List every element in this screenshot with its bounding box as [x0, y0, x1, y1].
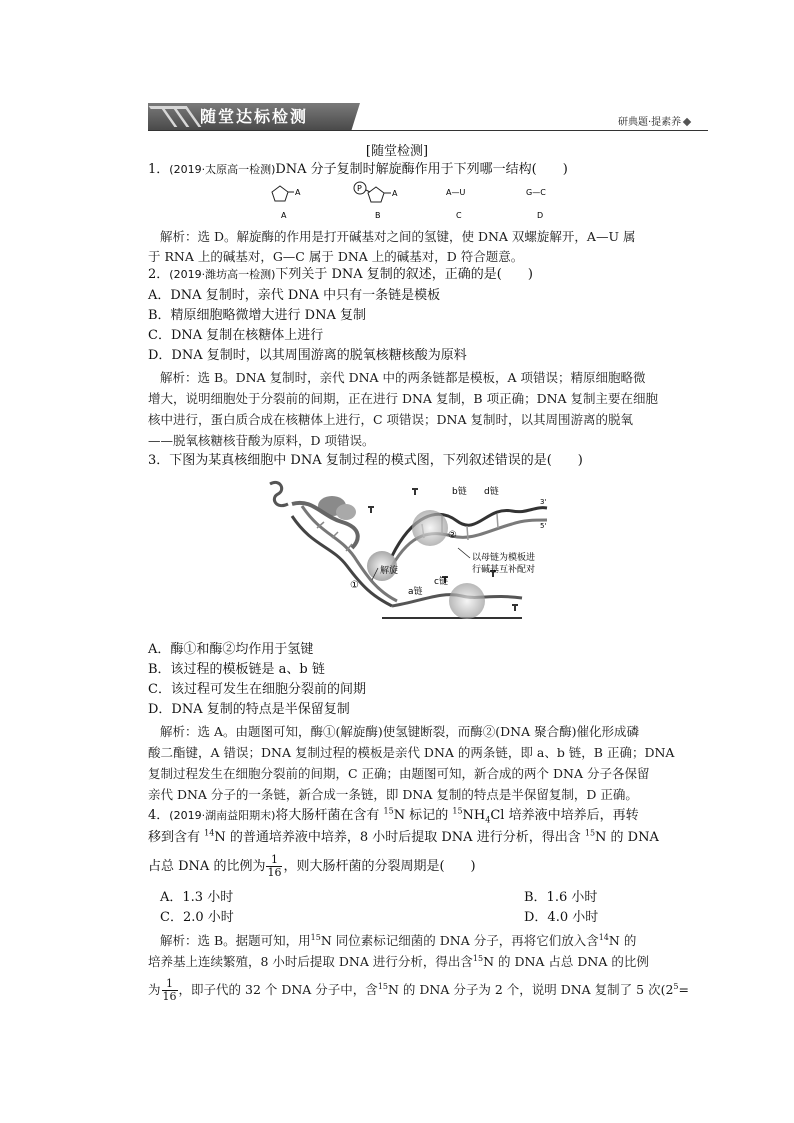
- structure-a: [272, 186, 301, 201]
- q2-option-c: C．DNA 复制在核糖体上进行: [148, 328, 324, 343]
- q2-option-b: B．精原细胞略微增大进行 DNA 复制: [148, 308, 367, 323]
- structure-c: A—U: [446, 188, 466, 197]
- q4-option-a: A．1.3 小时: [160, 890, 234, 905]
- q3-explanation-line: 复制过程发生在细胞分裂前的间期，C 正确；由题图可知，新合成的两个 DNA 分子各保留: [148, 766, 650, 781]
- structure-d: G—C: [526, 188, 546, 197]
- label-b-chain: b链: [452, 487, 467, 497]
- q2-option-a: A．DNA 复制时，亲代 DNA 中只有一条链是模板: [148, 288, 441, 303]
- label-circle-2: ②: [448, 530, 457, 541]
- label-c-chain: c链: [434, 577, 448, 587]
- fraction: $\frac{1}{16}$: [162, 977, 177, 1003]
- dna-replication-figure: [262, 476, 557, 636]
- q2-explanation-line: 核中进行，蛋白质合成在核糖体上进行，C 项错误；DNA 复制时，以其周围游离的脱氧: [148, 412, 633, 427]
- q1-explanation-line: 于 RNA 上的碱基对，G—C 属于 DNA 上的碱基对，D 符合题意。: [148, 249, 524, 264]
- q4-explanation-line-1: 解析：选 B。据题可知，用$^{15}$N 同位素标记细菌的 DNA 分子，再将它们放入含$^{14}$N 的: [160, 932, 637, 948]
- q3-option-b: B．该过程的模板链是 a、b 链: [148, 662, 325, 677]
- question-3-stem: 3．下图为某真核细胞中 DNA 复制过程的模式图，下列叙述错误的是( ): [148, 453, 583, 468]
- q4-option-c: C．2.0 小时: [160, 910, 234, 925]
- note-line-2: 行碱基互补配对: [472, 565, 536, 575]
- fraction: $\frac{1}{16}$: [267, 853, 282, 879]
- label-b: B: [375, 211, 381, 220]
- q3-option-d: D．DNA 复制的特点是半保留复制: [148, 702, 350, 717]
- diamond-icon: [683, 118, 691, 126]
- question-4-stem-line-1: 4．(2019·湖南益阳期末)将大肠杆菌在含有 $^{15}$N 标记的 $^{15}NH_4Cl$ 培养液中培养后，再转: [148, 806, 639, 825]
- q4-explanation-line-2: 培养基上连续繁殖，8 小时后提取 DNA 进行分析，得出含$^{15}$N 的 DNA 占总 DNA 的比例: [148, 953, 649, 969]
- structure-b: [354, 182, 398, 202]
- section-title: [随堂检测]: [365, 144, 429, 159]
- svg-text:A: A: [392, 189, 398, 198]
- q3-option-a: A．酶①和酶②均作用于氢键: [148, 642, 314, 657]
- svg-text:A: A: [295, 188, 301, 197]
- label-5-prime: 5': [540, 522, 547, 530]
- question-1-stem: 1．(2019·太原高一检测)DNA 分子复制时解旋酶作用于下列哪一结构( ): [148, 162, 568, 177]
- q1-structures-figure: [260, 180, 560, 222]
- q2-explanation-line: ——脱氧核糖核苷酸为原料，D 项错误。: [148, 433, 375, 448]
- question-2-stem: 2．(2019·潍坊高一检测)下列关于 DNA 复制的叙述，正确的是( ): [148, 267, 533, 282]
- q3-option-c: C．该过程可发生在细胞分裂前的间期: [148, 682, 366, 697]
- q1-explanation-line: 解析：选 D。解旋酶的作用是打开碱基对之间的氢键，使 DNA 双螺旋解开，A—U 属: [160, 229, 636, 244]
- label-d: D: [537, 211, 544, 220]
- label-d-chain: d链: [484, 487, 499, 497]
- header-rule: [148, 130, 708, 131]
- label-circle-1: ①: [350, 580, 359, 591]
- free-nucleotides: [368, 488, 518, 611]
- label-a: A: [281, 211, 287, 220]
- q4-explanation-line-3: 为 $\frac{1}{16}$ ，即子代的 32 个 DNA 分子中，含$^{15}$N 的 DNA 分子为 2 个，说明 DNA 复制了 5 次($2^5=$: [148, 977, 689, 1003]
- label-3-prime: 3': [540, 498, 547, 506]
- question-4-stem-line-2: 移到含有 $^{14}$N 的普通培养液中培养，8 小时后提取 DNA 进行分析，得出含 $^{15}$N 的 DNA: [148, 828, 659, 845]
- label-unwind: 解旋: [380, 566, 399, 576]
- enzyme-bubble: [412, 510, 448, 546]
- q3-explanation-line: 酸二酯键，A 错误；DNA 复制过程的模板是亲代 DNA 的两条链，即 a、b 链，B 正确；DNA: [148, 745, 675, 760]
- label-c: C: [456, 211, 462, 220]
- q3-explanation-line: 亲代 DNA 分子的一条链，新合成一条链，即 DNA 复制的特点是半保留复制，D 正确。: [148, 787, 638, 802]
- banner-title: 随堂达标检测: [200, 107, 309, 126]
- q4-option-d: D．4.0 小时: [524, 910, 599, 925]
- header-right-text: 研典题·提素养: [618, 113, 690, 128]
- note-line-1: 以母链为模板进: [472, 553, 536, 563]
- q2-explanation-line: 增大，说明细胞处于分裂前的间期，正在进行 DNA 复制，B 项正确；DNA 复制主要在细胞: [148, 391, 659, 406]
- question-4-stem-line-3: 占总 DNA 的比例为 $\frac{1}{16}$ ，则大肠杆菌的分裂周期是( ): [148, 853, 476, 879]
- q2-option-d: D．DNA 复制时，以其周围游离的脱氧核糖核酸为原料: [148, 348, 467, 363]
- svg-text:P: P: [357, 184, 362, 193]
- q4-option-b: B．1.6 小时: [524, 890, 598, 905]
- enzyme-2-bubble: [449, 583, 485, 619]
- label-a-chain: a链: [408, 587, 423, 597]
- q2-explanation-line: 解析：选 B。DNA 复制时，亲代 DNA 中的两条链都是模板，A 项错误；精原细胞略微: [160, 370, 646, 385]
- q3-explanation-line: 解析：选 A。由题图可知，酶①(解旋酶)使氢键断裂，而酶②(DNA 聚合酶)催化形成磷: [160, 724, 639, 739]
